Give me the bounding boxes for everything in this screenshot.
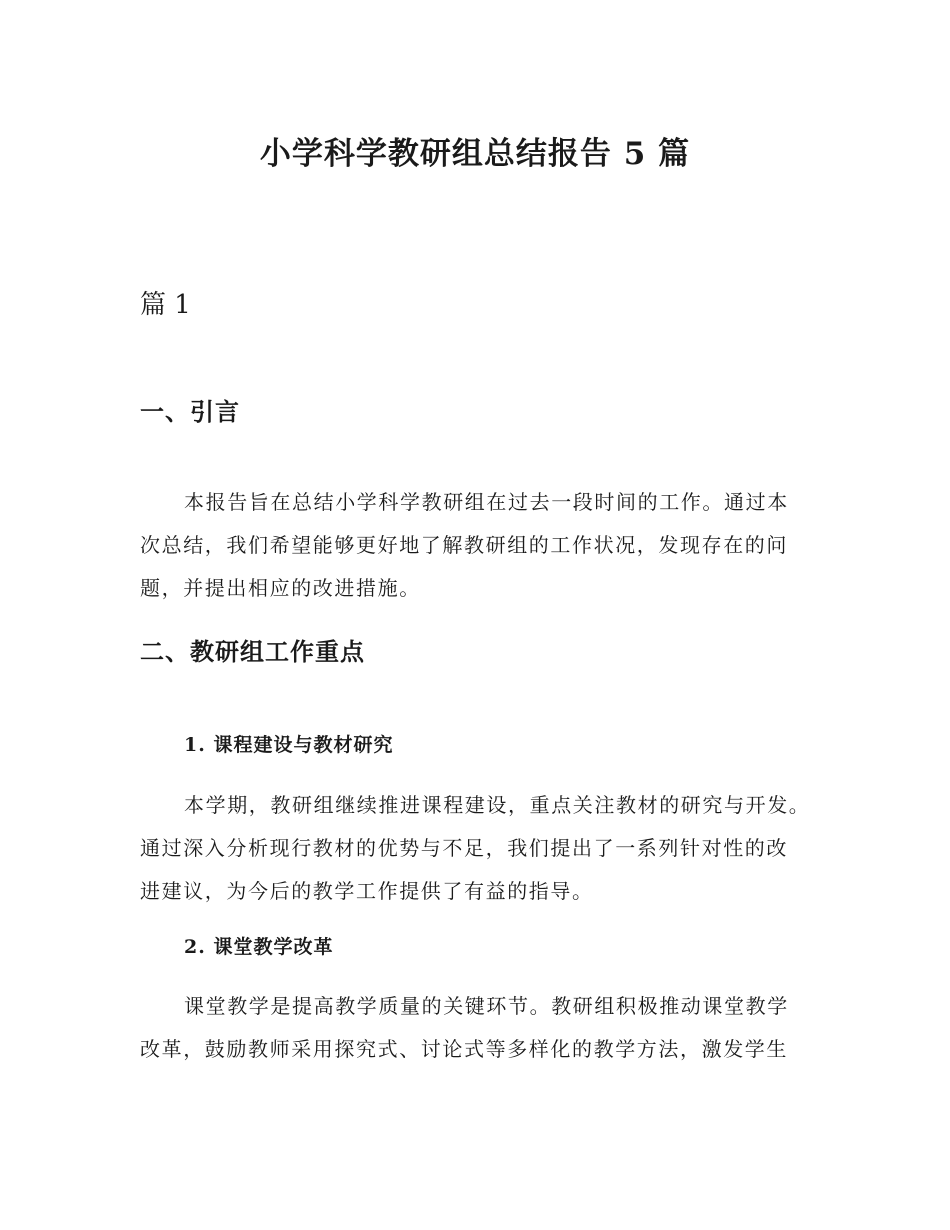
paragraph-line: 课堂教学是提高教学质量的关键环节。教研组积极推动课堂教学 <box>184 994 789 1018</box>
paragraph-line: 本学期，教研组继续推进课程建设，重点关注教材的研究与开发。 <box>184 793 811 817</box>
section-heading-key-work: 二、教研组工作重点 <box>140 637 365 666</box>
part-label: 篇 1 <box>140 290 191 320</box>
section-heading-introduction: 一、引言 <box>140 397 240 426</box>
subheading-curriculum: 1. 课程建设与教材研究 <box>184 734 394 756</box>
paragraph-line: 本报告旨在总结小学科学教研组在过去一段时间的工作。通过本 <box>184 490 789 514</box>
paragraph-line: 通过深入分析现行教材的优势与不足，我们提出了一系列针对性的改 <box>140 836 788 860</box>
paragraph-line: 进建议，为今后的教学工作提供了有益的指导。 <box>140 879 594 903</box>
paragraph-line: 题，并提出相应的改进措施。 <box>140 576 421 600</box>
subheading-classroom-reform: 2. 课堂教学改革 <box>184 936 334 958</box>
document-title: 小学科学教研组总结报告 5 篇 <box>259 136 691 172</box>
paragraph-line: 次总结，我们希望能够更好地了解教研组的工作状况，发现存在的问 <box>140 533 788 557</box>
paragraph-line: 改革，鼓励教师采用探究式、讨论式等多样化的教学方法，激发学生 <box>140 1037 788 1061</box>
